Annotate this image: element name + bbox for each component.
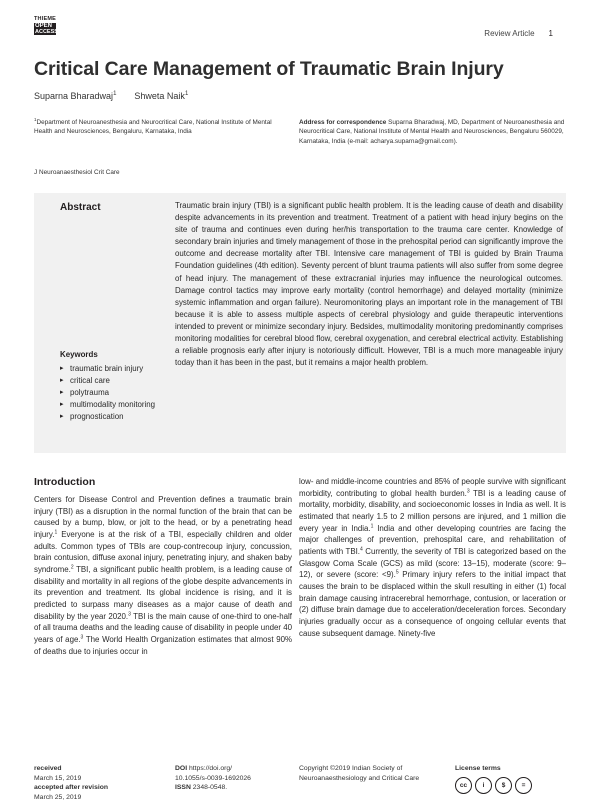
body-text: Centers for Disease Control and Prevention defines a traumatic brain injury (TBI) as a disruption in the normal function of the brain that can be caused by a bump, blow, or jolt to the head, or by a penetrating head injury. bbox=[34, 495, 292, 539]
footer-dates bbox=[34, 764, 164, 802]
by-icon: i bbox=[475, 777, 492, 794]
keywords-list bbox=[60, 363, 170, 423]
body-text: Primary injury refers to the initial impact that causes the brain to be displaced within the skull resulting in either (1) focal brain damage causing intracerebral hemorrhage, contusion, or laceration or (2) diffuse brain damage due to acceleration/deceleration forces. Secondary injuries gradually occur as a consequence of ongoing cellular events that cause subsequent damage. Ninety-five bbox=[299, 570, 566, 638]
body-text: TBI is a leading cause of mortality, morbidity, disability, and socioeconomic losses in India as well. It is estimated that nearly 1.5 to 2 million persons are injured, and 1 million die every year in India. bbox=[299, 488, 566, 533]
body-text: low- and middle-income countries and 85% of people survive with significant morbidity, contributing to global health burden. bbox=[299, 477, 566, 498]
correspondence bbox=[299, 118, 569, 146]
author-name: Suparna Bharadwaj bbox=[34, 91, 114, 101]
article-title: Critical Care Management of Traumatic Brain Injury bbox=[34, 58, 504, 80]
issn-value: 2348-0548. bbox=[192, 784, 228, 792]
affiliation bbox=[34, 118, 279, 137]
received-label: received bbox=[34, 765, 62, 772]
received-date: March 15, 2019 bbox=[34, 774, 82, 782]
citation-ref: 1 bbox=[370, 523, 374, 529]
abstract-heading: Abstract bbox=[60, 202, 101, 213]
doi-label: DOI bbox=[175, 765, 188, 772]
open-access-logo bbox=[34, 16, 56, 40]
citation-ref: 5 bbox=[395, 569, 399, 576]
introduction-column-1 bbox=[34, 494, 292, 657]
affiliation-text: Department of Neuroanesthesia and Neurocritical Care, National Institute of Mental Health and Neurosciences, Bengaluru, Karnataka, India bbox=[34, 119, 272, 136]
author-name: Shweta Naik bbox=[134, 91, 185, 101]
correspondence-label: Address for correspondence bbox=[299, 119, 387, 126]
logo-line-1: THIEME bbox=[34, 16, 56, 22]
citation-ref: 3 bbox=[466, 488, 470, 495]
keyword-item: ▸ multimodality monitoring bbox=[60, 399, 170, 411]
citation-ref: 2 bbox=[70, 564, 74, 571]
keyword-item: ▸ polytrauma bbox=[60, 387, 170, 399]
keyword-item: ▸ prognostication bbox=[60, 411, 170, 423]
license-heading: License terms bbox=[455, 765, 501, 772]
citation-ref: 3 bbox=[80, 634, 84, 641]
issn-label: ISSN bbox=[175, 784, 191, 792]
nd-icon: = bbox=[515, 777, 532, 794]
citation-ref: 3 bbox=[128, 610, 131, 617]
body-text: The World Health Organization estimates that almost 90% of deaths due to injuries occur in bbox=[34, 634, 292, 656]
body-text: TBI is the main cause of one-third to one-half of all trauma deaths and the leading cause of disability in people under 40 years of age. bbox=[34, 611, 292, 644]
footer-license bbox=[455, 764, 565, 774]
author-affil-mark: 1 bbox=[184, 91, 189, 97]
nc-icon: $ bbox=[495, 777, 512, 794]
correspondence-text: Suparna Bharadwaj, MD, Department of Neuroanesthesia and Neurocritical Care, National Institute of Mental Health and Neurosciences, Bengaluru 560029, Karnataka, India (e-mail: acharya.suparna@gmail.com). bbox=[299, 119, 565, 145]
keywords-heading: Keywords bbox=[60, 350, 98, 359]
journal-citation: J Neuroanaesthesiol Crit Care bbox=[34, 169, 120, 176]
body-text: TBI, a significant public health problem, is a leading cause of disability and mortality in all regions of the globe despite advancements in its prevention and treatment. Its global incidence is rising, and it is predicted to surpass many diseases as a major cause of death and disability by the year 2020. bbox=[34, 564, 292, 621]
footer-copyright: Copyright ©2019 Indian Society of Neuroanaesthesiology and Critical Care bbox=[299, 765, 420, 782]
accepted-date: March 25, 2019 bbox=[34, 793, 82, 801]
footer-identifiers bbox=[175, 764, 295, 793]
logo-line-2: OPEN bbox=[34, 23, 56, 29]
citation-ref: 1 bbox=[54, 529, 58, 536]
author-list bbox=[34, 91, 188, 101]
body-text: Currently, the severity of TBI is categorized based on the Glasgow Coma Scale (GCS) as mild (score: 13–15), moderate (score: 9–12), or severe (score: <9). bbox=[299, 546, 566, 580]
citation-ref: 4 bbox=[360, 546, 363, 553]
accepted-label: accepted after revision bbox=[34, 784, 109, 792]
body-text: Everyone is at the risk of a TBI, especially children and older adults. Common types of TBIs are coup-contrecoup injury, concussion, brain contusion, diffuse axonal injury, penetrating injury, and shaken baby syndrome. bbox=[34, 529, 292, 574]
author-affil-mark: 1 bbox=[113, 91, 117, 97]
introduction-heading: Introduction bbox=[34, 476, 96, 488]
article-type: Review Article bbox=[484, 29, 535, 38]
logo-line-3: ACCESS bbox=[35, 29, 58, 35]
doi-url[interactable]: https://doi.org/ bbox=[188, 765, 233, 772]
page-number: 1 bbox=[548, 29, 553, 38]
introduction-column-2 bbox=[299, 476, 566, 639]
running-header bbox=[484, 29, 553, 38]
keyword-item: ▸ critical care bbox=[60, 375, 170, 387]
keyword-item: ▸ traumatic brain injury bbox=[60, 363, 170, 375]
doi-value[interactable]: 10.1055/s-0039-1692026 bbox=[175, 774, 251, 782]
abstract-text: Traumatic brain injury (TBI) is a significant public health problem. It is the leading cause of death and disability despite advancements in its prevention and treatment. Treatment of a patient with head injury begins on the site of trauma and continues even during her/his transportation to the trauma care center. Knowledge of secondary brain injuries and timely management of those in the prehospital period can significantly improve the outcome and decrease mortality after TBI. Intensive care management of TBI is guided by Brain Trauma Foundation guidelines (4th edition). Seventy percent of blunt trauma patients will also suffer from some degree of head injury. The management of these extracranial injuries may influence the neurological outcomes. Damage control tactics may improve early mortality (control hemorrhage) and delayed mortality (minimize systemic inflammation and organ failure). Neuromonitoring plays an important role in the management of TBI because it is able to assess multiple aspects of cerebral physiology and guide therapeutic interventions intended to prevent or minimize secondary injury. Bedsides, multimodality monitoring predominantly comprises monitoring modalities for cerebral blood flow, cerebral oxygenation, and cerebral electrical activity. Establishing a reliable prognosis early after injury is notoriously difficult. However, TBI is a much more manageable injury today than it has been in the past, but it remains a major health problem. bbox=[175, 201, 563, 368]
affiliation-mark: 1 bbox=[34, 116, 37, 122]
license-icons[interactable] bbox=[455, 777, 532, 794]
body-text: India and other developing countries are facing the major challenges of prevention, prehospital care, and rehabilitation of patients with TBI. bbox=[299, 523, 566, 556]
cc-icon: cc bbox=[455, 777, 472, 794]
